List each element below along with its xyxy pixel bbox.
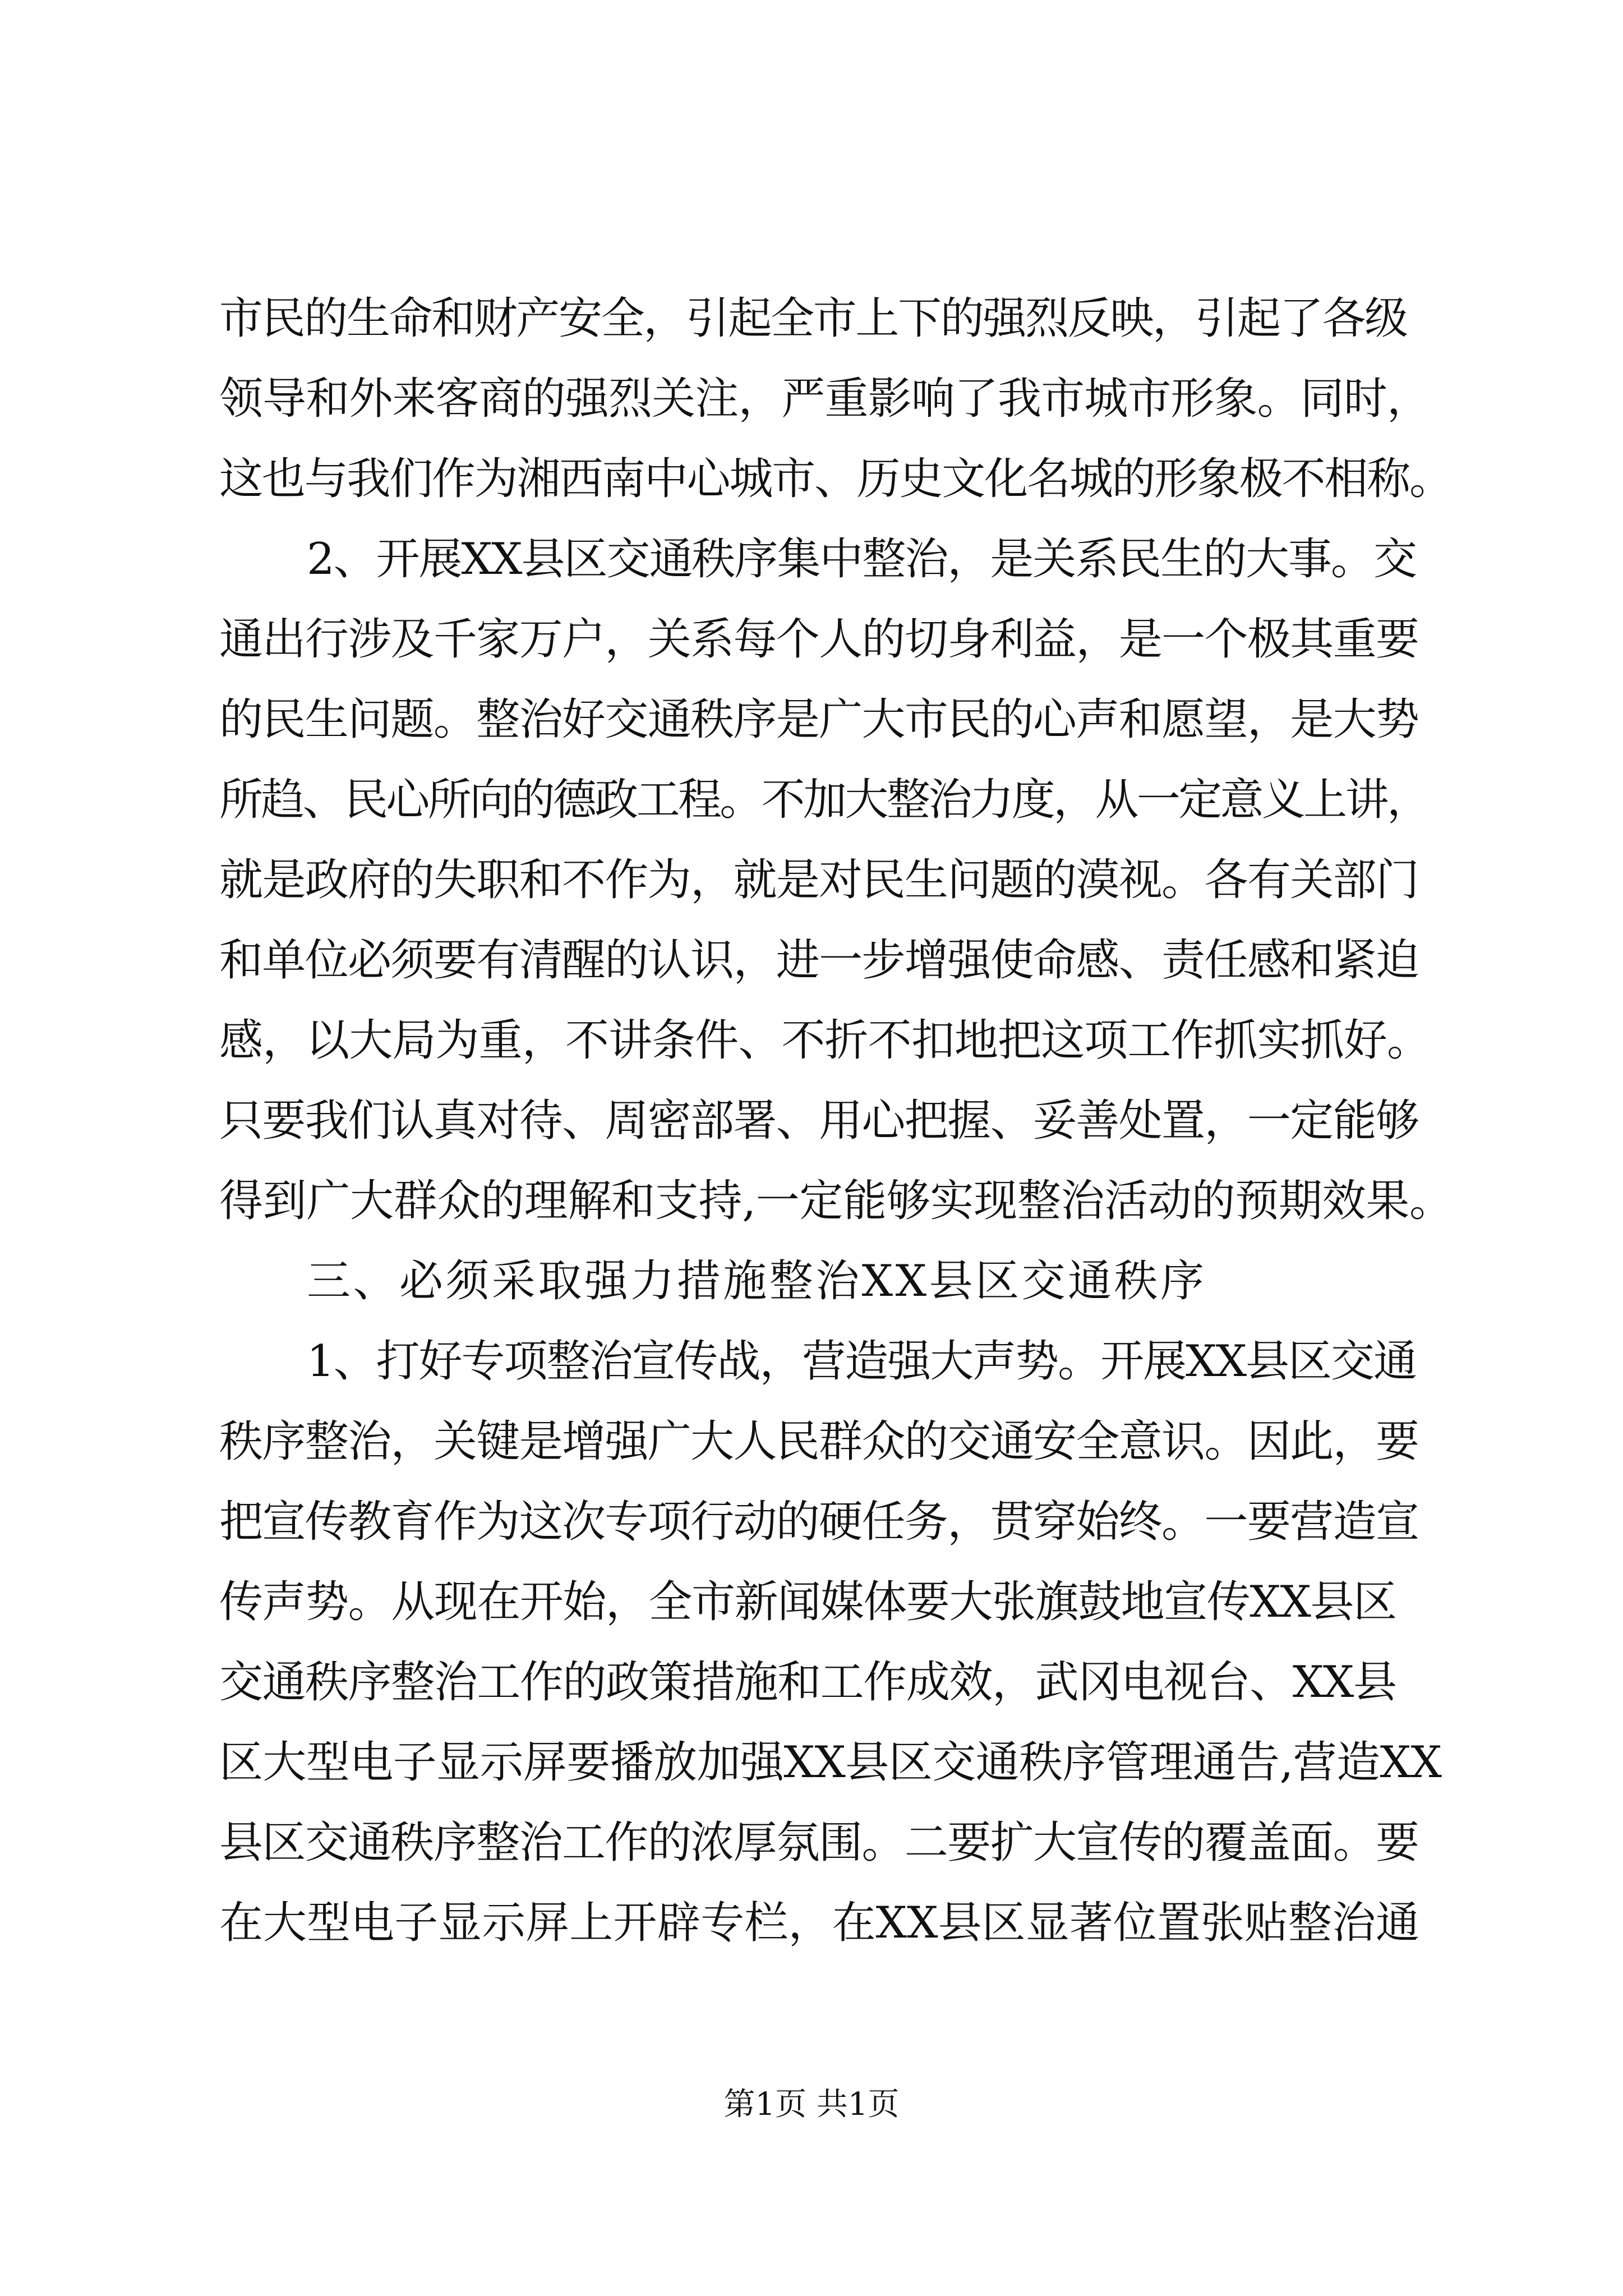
text-line: 2、开展XX县区交通秩序集中整治，是关系民生的大事。交 [307,534,1416,585]
text-line: 所趋、民心所向的德政工程。不加大整治力度，从一定意义上讲， [219,775,1429,825]
text-line: 把宣传教育作为这次专项行动的硬任务，贯穿始终。一要营造宣 [219,1497,1419,1547]
text-line: 通出行涉及千家万户，关系每个人的切身利益，是一个极其重要 [219,614,1419,665]
text-line: 感，以大局为重，不讲条件、不折不扣地把这项工作抓实抓好。 [219,1015,1431,1066]
text-line: 在大型电子显示屏上开辟专栏，在XX县区显著位置张贴整治通 [219,1898,1420,1948]
text-line: 传声势。从现在开始，全市新闻媒体要大张旗鼓地宣传XX县区 [219,1577,1396,1627]
text-line: 1、打好专项整治宣传战，营造强大声势。开展XX县区交通 [307,1336,1416,1387]
text-line: 这也与我们作为湘西南中心城市、历史文化名城的形象极不相称。 [219,454,1452,504]
text-line: 得到广大群众的理解和支持,一定能够实现整治活动的预期效果。 [219,1176,1453,1226]
section-heading: 三、必须采取强力措施整治XX县区交通秩序 [307,1256,1207,1306]
text-line: 区大型电子显示屏要播放加强XX县区交通秩序管理通告,营造XX [219,1737,1442,1788]
text-line: 和单位必须要有清醒的认识，进一步增强使命感、责任感和紧迫 [219,935,1419,986]
text-line: 秩序整治，关键是增强广大人民群众的交通安全意识。因此，要 [219,1416,1419,1467]
text-line: 领导和外来客商的强烈关注，严重影响了我市城市形象。同时， [219,374,1431,424]
text-line: 交通秩序整治工作的政策措施和工作成效，武冈电视台、XX县 [219,1657,1396,1708]
page-number: 第1页 共1页 [723,2086,900,2123]
text-line: 市民的生命和财产安全，引起全市上下的强烈反映，引起了各级 [219,293,1407,344]
text-line: 县区交通秩序整治工作的浓厚氛围。二要扩大宣传的覆盖面。要 [219,1818,1419,1868]
text-line: 就是政府的失职和不作为，就是对民生问题的漠视。各有关部门 [219,855,1419,905]
text-line: 的民生问题。整治好交通秩序是广大市民的心声和愿望，是大势 [219,694,1419,745]
text-line: 只要我们认真对待、周密部署、用心把握、妥善处置，一定能够 [219,1096,1419,1146]
